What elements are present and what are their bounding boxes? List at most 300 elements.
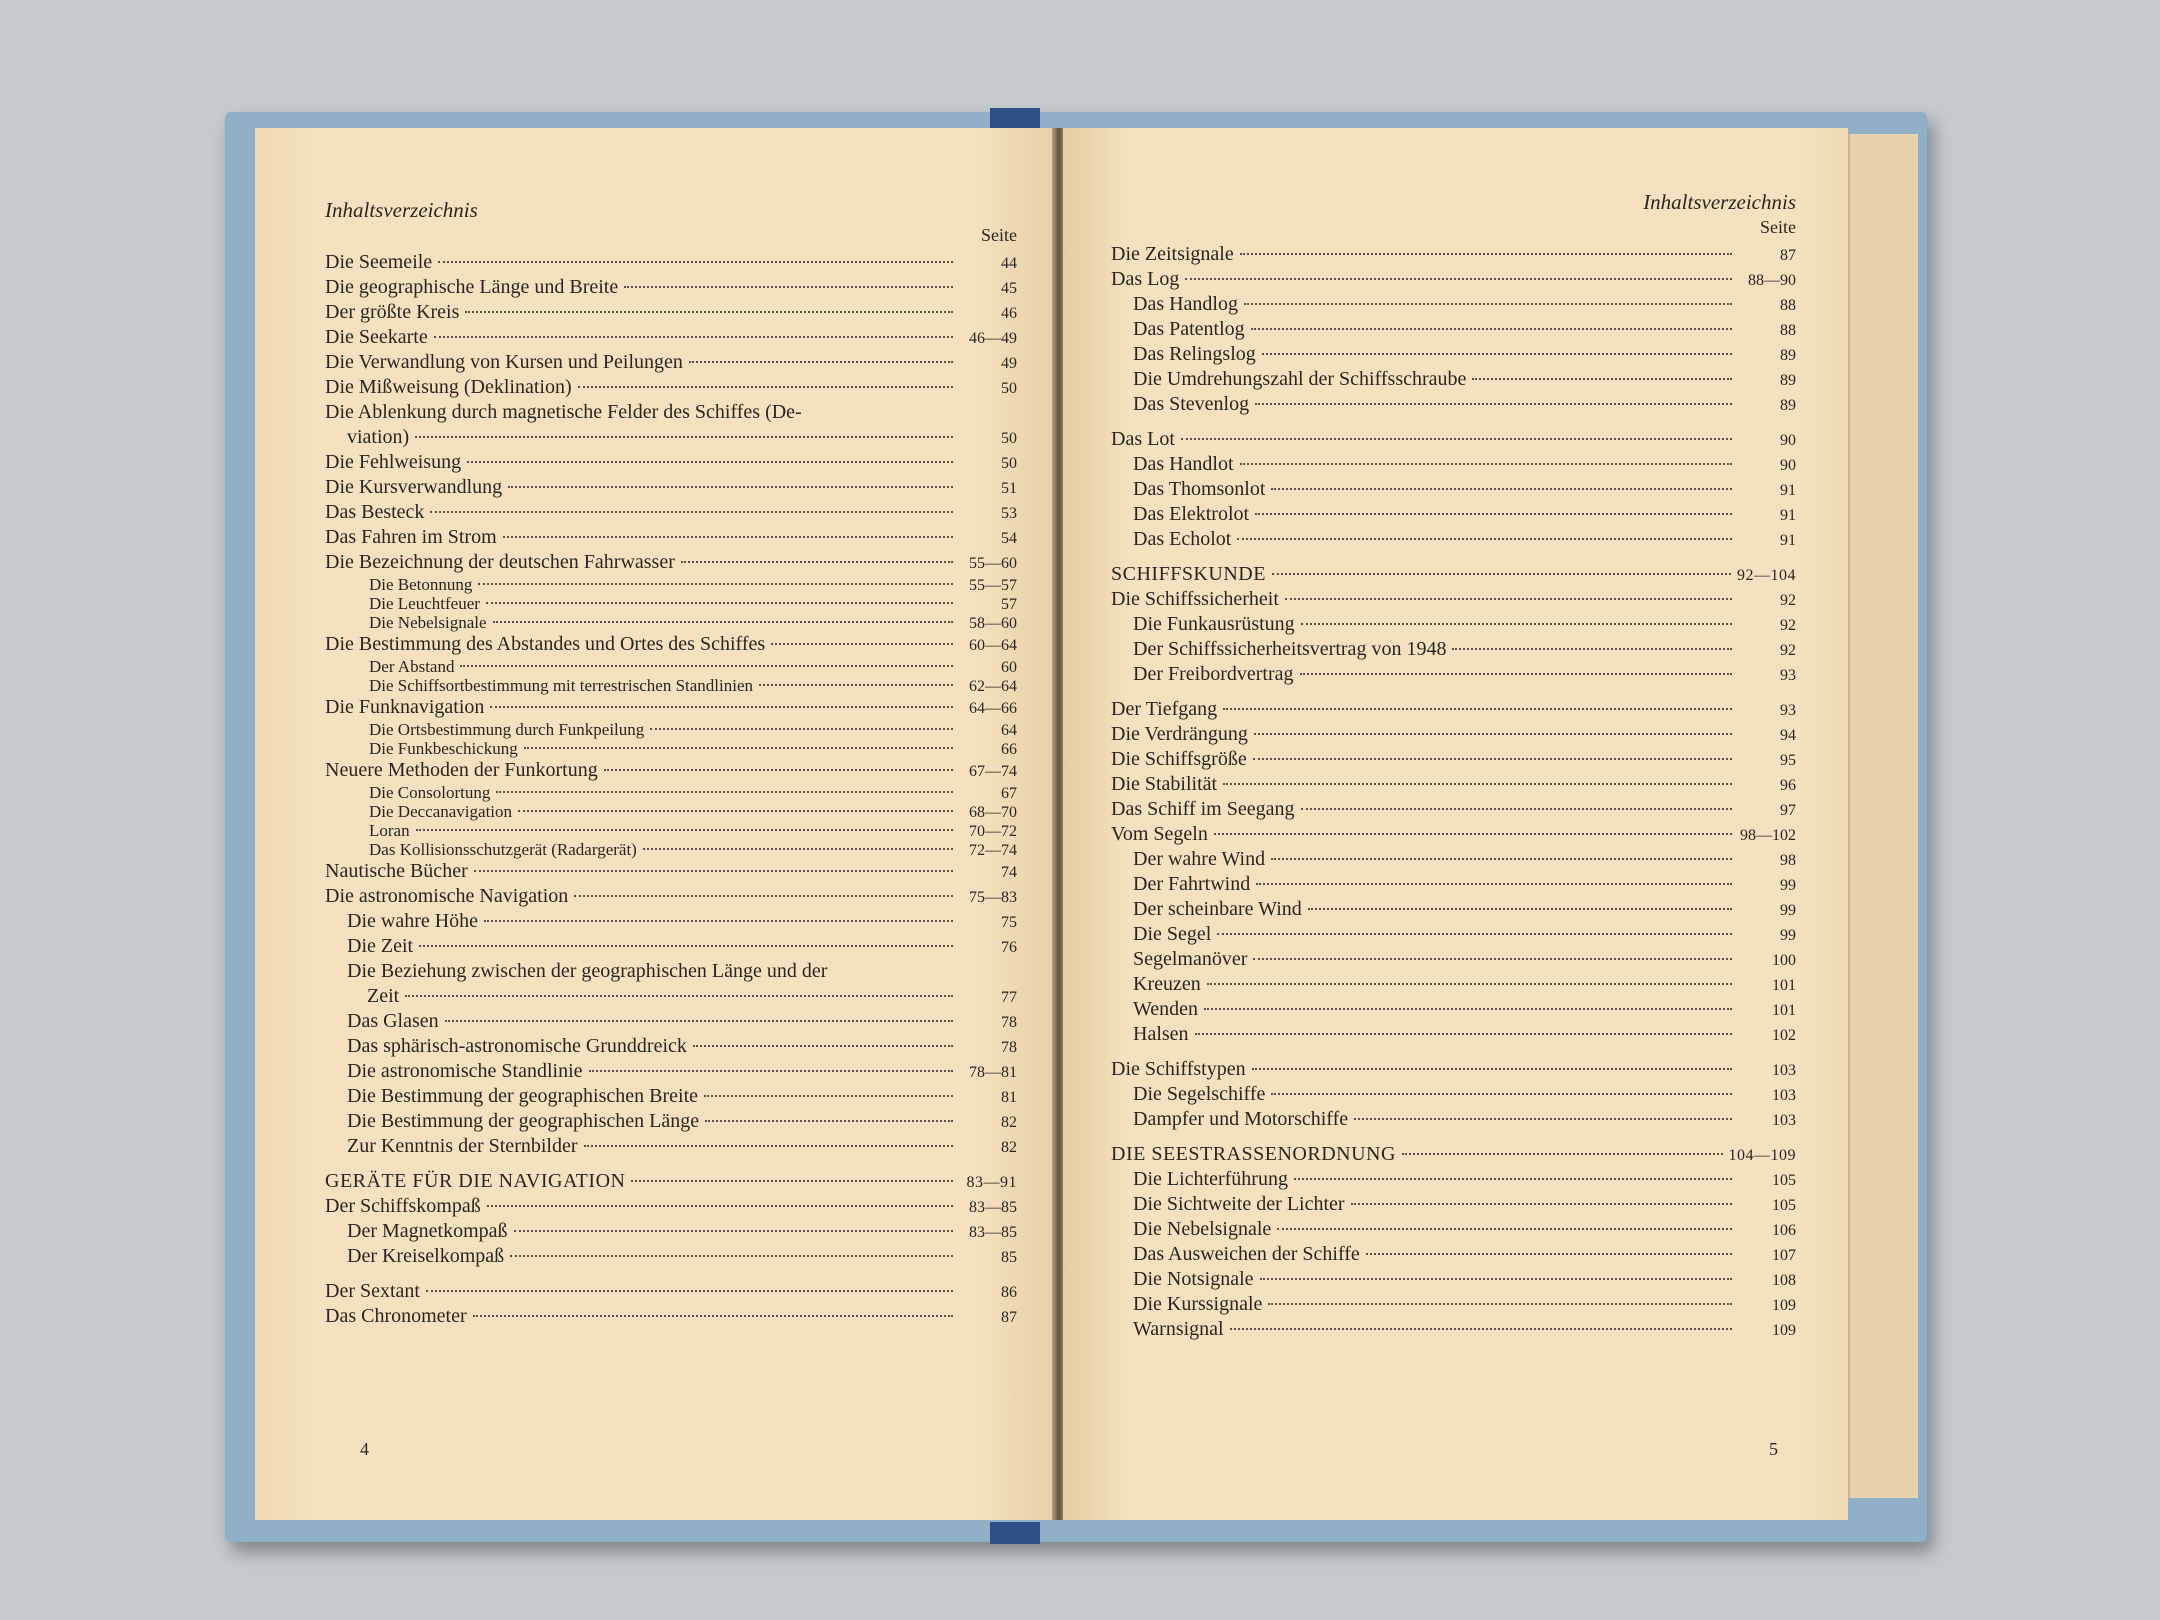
dot-leader bbox=[1214, 833, 1732, 835]
toc-entry-page: 50 bbox=[1001, 455, 1017, 472]
toc-entry bbox=[1111, 1167, 1796, 1192]
dot-leader bbox=[1230, 1328, 1732, 1330]
toc-entry-title: DIE SEESTRASSENORDNUNG bbox=[1111, 1143, 1396, 1165]
toc-entry-page: 86 bbox=[1001, 1284, 1017, 1301]
dot-leader bbox=[496, 791, 953, 793]
toc-entry-page: 89 bbox=[1780, 397, 1796, 414]
dot-leader bbox=[510, 1255, 953, 1257]
toc-entry-title: Neuere Methoden der Funkortung bbox=[325, 759, 598, 781]
toc-entry bbox=[1111, 972, 1796, 997]
toc-entry-title: Die Ortsbestimmung durch Funkpeilung bbox=[369, 720, 645, 739]
dot-leader bbox=[1271, 858, 1732, 860]
dot-leader bbox=[604, 769, 953, 771]
toc-entry-page: 76 bbox=[1001, 939, 1017, 956]
toc-entry-page: 60 bbox=[1001, 659, 1017, 676]
toc-entry-page: 75 bbox=[1001, 914, 1017, 931]
toc-entry bbox=[325, 1084, 1017, 1109]
toc-entry-page: 99 bbox=[1780, 877, 1796, 894]
dot-leader bbox=[1207, 983, 1732, 985]
toc-entry bbox=[325, 959, 1017, 984]
toc-entry bbox=[1111, 367, 1796, 392]
dot-leader bbox=[474, 870, 953, 872]
dot-leader bbox=[1285, 598, 1732, 600]
toc-entry bbox=[325, 695, 1017, 720]
toc-entry bbox=[1111, 997, 1796, 1022]
toc-entry-title: Die Schiffsgröße bbox=[1111, 748, 1247, 770]
dot-leader bbox=[487, 1205, 953, 1207]
toc-entry-page: 68—70 bbox=[969, 804, 1017, 821]
dot-leader bbox=[624, 286, 953, 288]
toc-entry-title: Das Relingslog bbox=[1133, 343, 1256, 365]
dot-leader bbox=[1181, 438, 1732, 440]
toc-entry bbox=[325, 1009, 1017, 1034]
toc-entry-title: Das Lot bbox=[1111, 428, 1175, 450]
toc-entry bbox=[325, 350, 1017, 375]
toc-entry-title: Die Kursverwandlung bbox=[325, 476, 503, 498]
toc-entry-page: 105 bbox=[1772, 1197, 1796, 1214]
toc-entry-title: Die astronomische Standlinie bbox=[347, 1060, 583, 1082]
toc-entry-page: 77 bbox=[1001, 989, 1017, 1006]
toc-entry-title: Die Seekarte bbox=[325, 326, 428, 348]
dot-leader bbox=[693, 1045, 953, 1047]
toc-entry bbox=[325, 1059, 1017, 1084]
toc-entry-page: 58—60 bbox=[969, 615, 1017, 632]
dot-leader bbox=[490, 706, 953, 708]
toc-entry-title: Der Schiffssicherheitsvertrag von 1948 bbox=[1133, 638, 1447, 660]
dot-leader bbox=[503, 536, 953, 538]
toc-entry bbox=[1111, 292, 1796, 317]
toc-entry-page: 87 bbox=[1001, 1309, 1017, 1326]
toc-entry bbox=[325, 1244, 1017, 1269]
toc-entry bbox=[325, 400, 1017, 425]
toc-entry-title: Das Echolot bbox=[1133, 528, 1232, 550]
toc-entry-title: Das Log bbox=[1111, 268, 1180, 290]
toc-entry-page: 90 bbox=[1780, 432, 1796, 449]
dot-leader bbox=[1256, 883, 1732, 885]
toc-entry-title: Halsen bbox=[1133, 1023, 1189, 1045]
toc-entry bbox=[1111, 637, 1796, 662]
dot-leader bbox=[1254, 733, 1732, 735]
dot-leader bbox=[1255, 513, 1732, 515]
toc-entry bbox=[325, 859, 1017, 884]
toc-entry-title: Der Fahrtwind bbox=[1133, 873, 1251, 895]
toc-entry-title: Die Funkausrüstung bbox=[1133, 613, 1295, 635]
right-page bbox=[1063, 128, 1848, 1520]
toc-entry bbox=[325, 676, 1017, 695]
dot-leader bbox=[1268, 1303, 1732, 1305]
toc-entry bbox=[325, 375, 1017, 400]
toc-entry-page: 93 bbox=[1780, 702, 1796, 719]
spine-tab-bottom bbox=[990, 1522, 1040, 1544]
toc-entry bbox=[1111, 897, 1796, 922]
dot-leader bbox=[473, 1315, 953, 1317]
dot-leader bbox=[705, 1120, 953, 1122]
toc-entry-page: 89 bbox=[1780, 372, 1796, 389]
dot-leader bbox=[514, 1230, 953, 1232]
toc-entry-title: Die Segelschiffe bbox=[1133, 1083, 1266, 1105]
toc-entry bbox=[325, 325, 1017, 350]
toc-entry-page: 109 bbox=[1772, 1322, 1796, 1339]
toc-entry-title: Das Fahren im Strom bbox=[325, 526, 497, 548]
toc-entry-page: 92 bbox=[1780, 642, 1796, 659]
toc-entry-title: Die Betonnung bbox=[369, 575, 473, 594]
toc-entry-page: 87 bbox=[1780, 247, 1796, 264]
dot-leader bbox=[650, 728, 953, 730]
toc-entry bbox=[1111, 267, 1796, 292]
toc-entry-page: 96 bbox=[1780, 777, 1796, 794]
dot-leader bbox=[1240, 253, 1732, 255]
toc-gap bbox=[325, 1269, 1017, 1279]
left-page bbox=[255, 128, 1057, 1520]
dot-leader bbox=[1252, 1068, 1732, 1070]
toc-entry-title: Zeit bbox=[367, 985, 400, 1007]
dot-leader bbox=[1240, 463, 1732, 465]
toc-entry-title: Die geographische Länge und Breite bbox=[325, 276, 619, 298]
dot-leader bbox=[584, 1145, 954, 1147]
toc-entry-title: Die wahre Höhe bbox=[347, 910, 479, 932]
toc-entry-page: 92 bbox=[1780, 617, 1796, 634]
toc-entry bbox=[1111, 242, 1796, 267]
toc-entry-title: Nautische Bücher bbox=[325, 860, 468, 882]
toc-entry-page: 57 bbox=[1001, 596, 1017, 613]
toc-entry-title: SCHIFFSKUNDE bbox=[1111, 563, 1266, 585]
toc-gap bbox=[1111, 1132, 1796, 1142]
toc-entry-page: 45 bbox=[1001, 280, 1017, 297]
toc-entry-page: 105 bbox=[1772, 1172, 1796, 1189]
toc-entry-title: Die Segel bbox=[1133, 923, 1212, 945]
toc-entry bbox=[1111, 947, 1796, 972]
toc-entry-title: Das Ausweichen der Schiffe bbox=[1133, 1243, 1360, 1265]
toc-entry-page: 60—64 bbox=[969, 637, 1017, 654]
toc-entry bbox=[1111, 587, 1796, 612]
toc-entry bbox=[1111, 1082, 1796, 1107]
dot-leader bbox=[493, 621, 953, 623]
toc-entry bbox=[325, 475, 1017, 500]
toc-entry-title: Die Sichtweite der Lichter bbox=[1133, 1193, 1345, 1215]
toc-entry-title: Loran bbox=[369, 821, 410, 840]
toc-entry-title: Die Bestimmung des Abstandes und Ortes des Schiffes bbox=[325, 633, 766, 655]
dot-leader bbox=[1366, 1253, 1732, 1255]
toc-entry bbox=[1111, 317, 1796, 342]
toc-entry-title: Vom Segeln bbox=[1111, 823, 1208, 845]
dot-leader bbox=[419, 945, 953, 947]
dot-leader bbox=[508, 486, 953, 488]
toc-entry-page: 89 bbox=[1780, 347, 1796, 364]
toc-entry bbox=[1111, 697, 1796, 722]
toc-entry bbox=[1111, 427, 1796, 452]
toc-entry-page: 75—83 bbox=[969, 889, 1017, 906]
toc-entry-page: 81 bbox=[1001, 1089, 1017, 1106]
toc-entry-page: 67—74 bbox=[969, 763, 1017, 780]
toc-entry-title: Die Bezeichnung der deutschen Fahrwasser bbox=[325, 551, 675, 573]
toc-entry-page: 72—74 bbox=[969, 842, 1017, 859]
toc-entry-title: Der größte Kreis bbox=[325, 301, 460, 323]
toc-entry bbox=[325, 1169, 1017, 1194]
toc-entry bbox=[325, 1304, 1017, 1329]
toc-entry-page: 53 bbox=[1001, 505, 1017, 522]
dot-leader bbox=[1271, 488, 1732, 490]
toc-entry bbox=[325, 500, 1017, 525]
toc-entry-page: 108 bbox=[1772, 1272, 1796, 1289]
toc-entry-page: 85 bbox=[1001, 1249, 1017, 1266]
page-edge bbox=[1848, 134, 1918, 1498]
toc-entry-title: Die Nebelsignale bbox=[369, 613, 487, 632]
toc-entry-title: Das Handlot bbox=[1133, 453, 1234, 475]
dot-leader bbox=[643, 848, 953, 850]
toc-entry bbox=[325, 1134, 1017, 1159]
dot-leader bbox=[416, 829, 953, 831]
toc-entry bbox=[1111, 747, 1796, 772]
dot-leader bbox=[434, 336, 953, 338]
toc-entry-title: Das Stevenlog bbox=[1133, 393, 1250, 415]
toc-entry-title: Der wahre Wind bbox=[1133, 848, 1266, 870]
dot-leader bbox=[681, 561, 953, 563]
dot-leader bbox=[478, 583, 953, 585]
toc-entry-title: Die Funkbeschickung bbox=[369, 739, 518, 758]
dot-leader bbox=[1351, 1203, 1732, 1205]
toc-entry-page: 92 bbox=[1780, 592, 1796, 609]
toc-list-left bbox=[325, 250, 1017, 1329]
toc-entry-page: 46—49 bbox=[969, 330, 1017, 347]
dot-leader bbox=[1195, 1033, 1732, 1035]
toc-entry bbox=[1111, 477, 1796, 502]
toc-entry-page: 78 bbox=[1001, 1039, 1017, 1056]
seite-label-left: Seite bbox=[981, 225, 1017, 245]
toc-entry bbox=[325, 1279, 1017, 1304]
toc-entry bbox=[325, 1034, 1017, 1059]
dot-leader bbox=[426, 1290, 953, 1292]
toc-entry-title: Segelmanöver bbox=[1133, 948, 1248, 970]
toc-entry-title: Die Leuchtfeuer bbox=[369, 594, 480, 613]
toc-entry bbox=[1111, 342, 1796, 367]
dot-leader bbox=[1260, 1278, 1732, 1280]
toc-entry bbox=[1111, 1107, 1796, 1132]
dot-leader bbox=[574, 895, 953, 897]
toc-entry-page: 83—85 bbox=[969, 1224, 1017, 1241]
toc-entry bbox=[325, 657, 1017, 676]
toc-entry-page: 55—60 bbox=[969, 555, 1017, 572]
toc-entry-page: 98—102 bbox=[1740, 827, 1796, 844]
toc-entry-page: 91 bbox=[1780, 507, 1796, 524]
dot-leader bbox=[1301, 808, 1733, 810]
toc-entry bbox=[1111, 847, 1796, 872]
toc-entry-title: Die Beziehung zwischen der geographischen Länge und der bbox=[347, 960, 828, 982]
toc-entry-title: Der Tiefgang bbox=[1111, 698, 1218, 720]
toc-entry-title: Die Nebelsignale bbox=[1133, 1218, 1272, 1240]
toc-entry-title: Die Seemeile bbox=[325, 251, 433, 273]
toc-entry bbox=[1111, 772, 1796, 797]
toc-entry bbox=[325, 575, 1017, 594]
toc-entry bbox=[325, 594, 1017, 613]
toc-entry-title: Die Verdrängung bbox=[1111, 723, 1248, 745]
dot-leader bbox=[1308, 908, 1732, 910]
toc-entry bbox=[325, 1194, 1017, 1219]
toc-entry bbox=[325, 250, 1017, 275]
dot-leader bbox=[484, 920, 953, 922]
toc-entry bbox=[325, 613, 1017, 632]
toc-entry-page: 100 bbox=[1772, 952, 1796, 969]
dot-leader bbox=[759, 684, 953, 686]
toc-entry-title: Die Zeitsignale bbox=[1111, 243, 1234, 265]
toc-entry bbox=[325, 550, 1017, 575]
toc-entry-title: Wenden bbox=[1133, 998, 1199, 1020]
toc-entry-title: Der Abstand bbox=[369, 657, 455, 676]
toc-entry-page: 101 bbox=[1772, 977, 1796, 994]
toc-entry bbox=[1111, 822, 1796, 847]
running-head-left: Inhaltsverzeichnis bbox=[325, 198, 478, 222]
toc-entry bbox=[325, 739, 1017, 758]
toc-entry bbox=[325, 1219, 1017, 1244]
toc-gap bbox=[325, 1159, 1017, 1169]
toc-entry-title: Die Funknavigation bbox=[325, 696, 485, 718]
toc-entry bbox=[1111, 662, 1796, 687]
toc-gap bbox=[1111, 552, 1796, 562]
toc-entry-page: 74 bbox=[1001, 864, 1017, 881]
dot-leader bbox=[1271, 1093, 1732, 1095]
toc-entry-page: 107 bbox=[1772, 1247, 1796, 1264]
toc-entry-title: Das Handlog bbox=[1133, 293, 1238, 315]
toc-entry-page: 88—90 bbox=[1748, 272, 1796, 289]
dot-leader bbox=[1253, 758, 1732, 760]
toc-entry-page: 46 bbox=[1001, 305, 1017, 322]
toc-entry bbox=[1111, 1057, 1796, 1082]
dot-leader bbox=[704, 1095, 953, 1097]
toc-entry bbox=[1111, 452, 1796, 477]
dot-leader bbox=[1237, 538, 1732, 540]
dot-leader bbox=[1223, 783, 1732, 785]
dot-leader bbox=[1472, 378, 1732, 380]
toc-entry-page: 83—85 bbox=[969, 1199, 1017, 1216]
toc-entry bbox=[325, 1109, 1017, 1134]
toc-entry-title: Die Notsignale bbox=[1133, 1268, 1254, 1290]
dot-leader bbox=[1204, 1008, 1732, 1010]
toc-entry-page: 88 bbox=[1780, 322, 1796, 339]
page-number-left: 4 bbox=[360, 1439, 369, 1459]
toc-entry-title: Die Mißweisung (Deklination) bbox=[325, 376, 572, 398]
toc-entry-page: 70—72 bbox=[969, 823, 1017, 840]
toc-gap bbox=[1111, 687, 1796, 697]
toc-entry-page: 82 bbox=[1001, 1114, 1017, 1131]
toc-entry-page: 78 bbox=[1001, 1014, 1017, 1031]
toc-entry bbox=[325, 450, 1017, 475]
toc-entry-page: 83—91 bbox=[966, 1174, 1017, 1191]
toc-entry bbox=[1111, 392, 1796, 417]
toc-entry-title: Kreuzen bbox=[1133, 973, 1201, 995]
toc-entry-page: 106 bbox=[1772, 1222, 1796, 1239]
toc-entry-page: 102 bbox=[1772, 1027, 1796, 1044]
toc-entry bbox=[325, 934, 1017, 959]
dot-leader bbox=[438, 261, 953, 263]
toc-entry-title: Das Elektrolot bbox=[1133, 503, 1250, 525]
toc-entry-page: 54 bbox=[1001, 530, 1017, 547]
toc-entry bbox=[325, 275, 1017, 300]
dot-leader bbox=[415, 436, 953, 438]
toc-entry-page: 103 bbox=[1772, 1112, 1796, 1129]
dot-leader bbox=[430, 511, 953, 513]
toc-entry-title: Das Patentlog bbox=[1133, 318, 1245, 340]
toc-entry-title: Die Lichterführung bbox=[1133, 1168, 1288, 1190]
toc-entry bbox=[325, 758, 1017, 783]
dot-leader bbox=[1253, 958, 1732, 960]
dot-leader bbox=[524, 747, 953, 749]
toc-entry-title: Die Consolortung bbox=[369, 783, 491, 802]
toc-entry-title: Der Schiffskompaß bbox=[325, 1195, 481, 1217]
toc-entry-page: 109 bbox=[1772, 1297, 1796, 1314]
toc-entry bbox=[325, 783, 1017, 802]
dot-leader bbox=[1244, 303, 1732, 305]
toc-entry-title: Das sphärisch-astronomische Grunddreick bbox=[347, 1035, 687, 1057]
dot-leader bbox=[445, 1020, 953, 1022]
toc-entry-title: GERÄTE FÜR DIE NAVIGATION bbox=[325, 1170, 626, 1192]
toc-entry-title: viation) bbox=[347, 426, 410, 448]
toc-entry-page: 101 bbox=[1772, 1002, 1796, 1019]
toc-entry-page: 55—57 bbox=[969, 577, 1017, 594]
toc-entry-page: 91 bbox=[1780, 482, 1796, 499]
dot-leader bbox=[405, 995, 953, 997]
toc-entry bbox=[325, 840, 1017, 859]
toc-entry-title: Das Schiff im Seegang bbox=[1111, 798, 1295, 820]
dot-leader bbox=[1185, 278, 1732, 280]
toc-entry bbox=[1111, 1217, 1796, 1242]
dot-leader bbox=[467, 461, 953, 463]
toc-entry-page: 98 bbox=[1780, 852, 1796, 869]
toc-entry-title: Der Kreiselkompaß bbox=[347, 1245, 505, 1267]
toc-entry-title: Warnsignal bbox=[1133, 1318, 1224, 1340]
toc-entry bbox=[1111, 872, 1796, 897]
toc-entry-page: 103 bbox=[1772, 1087, 1796, 1104]
toc-entry-page: 90 bbox=[1780, 457, 1796, 474]
toc-entry bbox=[325, 720, 1017, 739]
toc-entry bbox=[1111, 1142, 1796, 1167]
toc-entry bbox=[325, 984, 1017, 1009]
toc-entry bbox=[1111, 1267, 1796, 1292]
toc-entry bbox=[1111, 612, 1796, 637]
toc-entry-page: 103 bbox=[1772, 1062, 1796, 1079]
toc-entry-page: 99 bbox=[1780, 927, 1796, 944]
dot-leader bbox=[1217, 933, 1732, 935]
toc-entry-page: 67 bbox=[1001, 785, 1017, 802]
toc-entry-page: 62—64 bbox=[969, 678, 1017, 695]
toc-entry-title: Der Sextant bbox=[325, 1280, 420, 1302]
dot-leader bbox=[465, 311, 953, 313]
dot-leader bbox=[689, 361, 953, 363]
toc-entry-page: 49 bbox=[1001, 355, 1017, 372]
toc-entry-title: Die Zeit bbox=[347, 935, 414, 957]
dot-leader bbox=[1294, 1178, 1732, 1180]
toc-entry bbox=[1111, 1242, 1796, 1267]
toc-entry-title: Die Verwandlung von Kursen und Peilungen bbox=[325, 351, 683, 373]
toc-entry-title: Das Thomsonlot bbox=[1133, 478, 1266, 500]
toc-entry-title: Die Schiffstypen bbox=[1111, 1058, 1246, 1080]
dot-leader bbox=[1251, 328, 1732, 330]
dot-leader bbox=[1277, 1228, 1732, 1230]
toc-entry-page: 66 bbox=[1001, 741, 1017, 758]
toc-entry bbox=[1111, 1292, 1796, 1317]
toc-entry bbox=[325, 525, 1017, 550]
toc-entry bbox=[1111, 922, 1796, 947]
dot-leader bbox=[578, 386, 953, 388]
toc-entry bbox=[1111, 1317, 1796, 1342]
toc-entry-title: Das Kollisionsschutzgerät (Radargerät) bbox=[369, 840, 637, 859]
toc-entry bbox=[1111, 722, 1796, 747]
toc-entry-title: Der scheinbare Wind bbox=[1133, 898, 1302, 920]
toc-entry-page: 93 bbox=[1780, 667, 1796, 684]
toc-entry-page: 91 bbox=[1780, 532, 1796, 549]
toc-entry bbox=[1111, 797, 1796, 822]
dot-leader bbox=[1301, 623, 1732, 625]
toc-entry-title: Dampfer und Motorschiffe bbox=[1133, 1108, 1349, 1130]
dot-leader bbox=[1262, 353, 1732, 355]
